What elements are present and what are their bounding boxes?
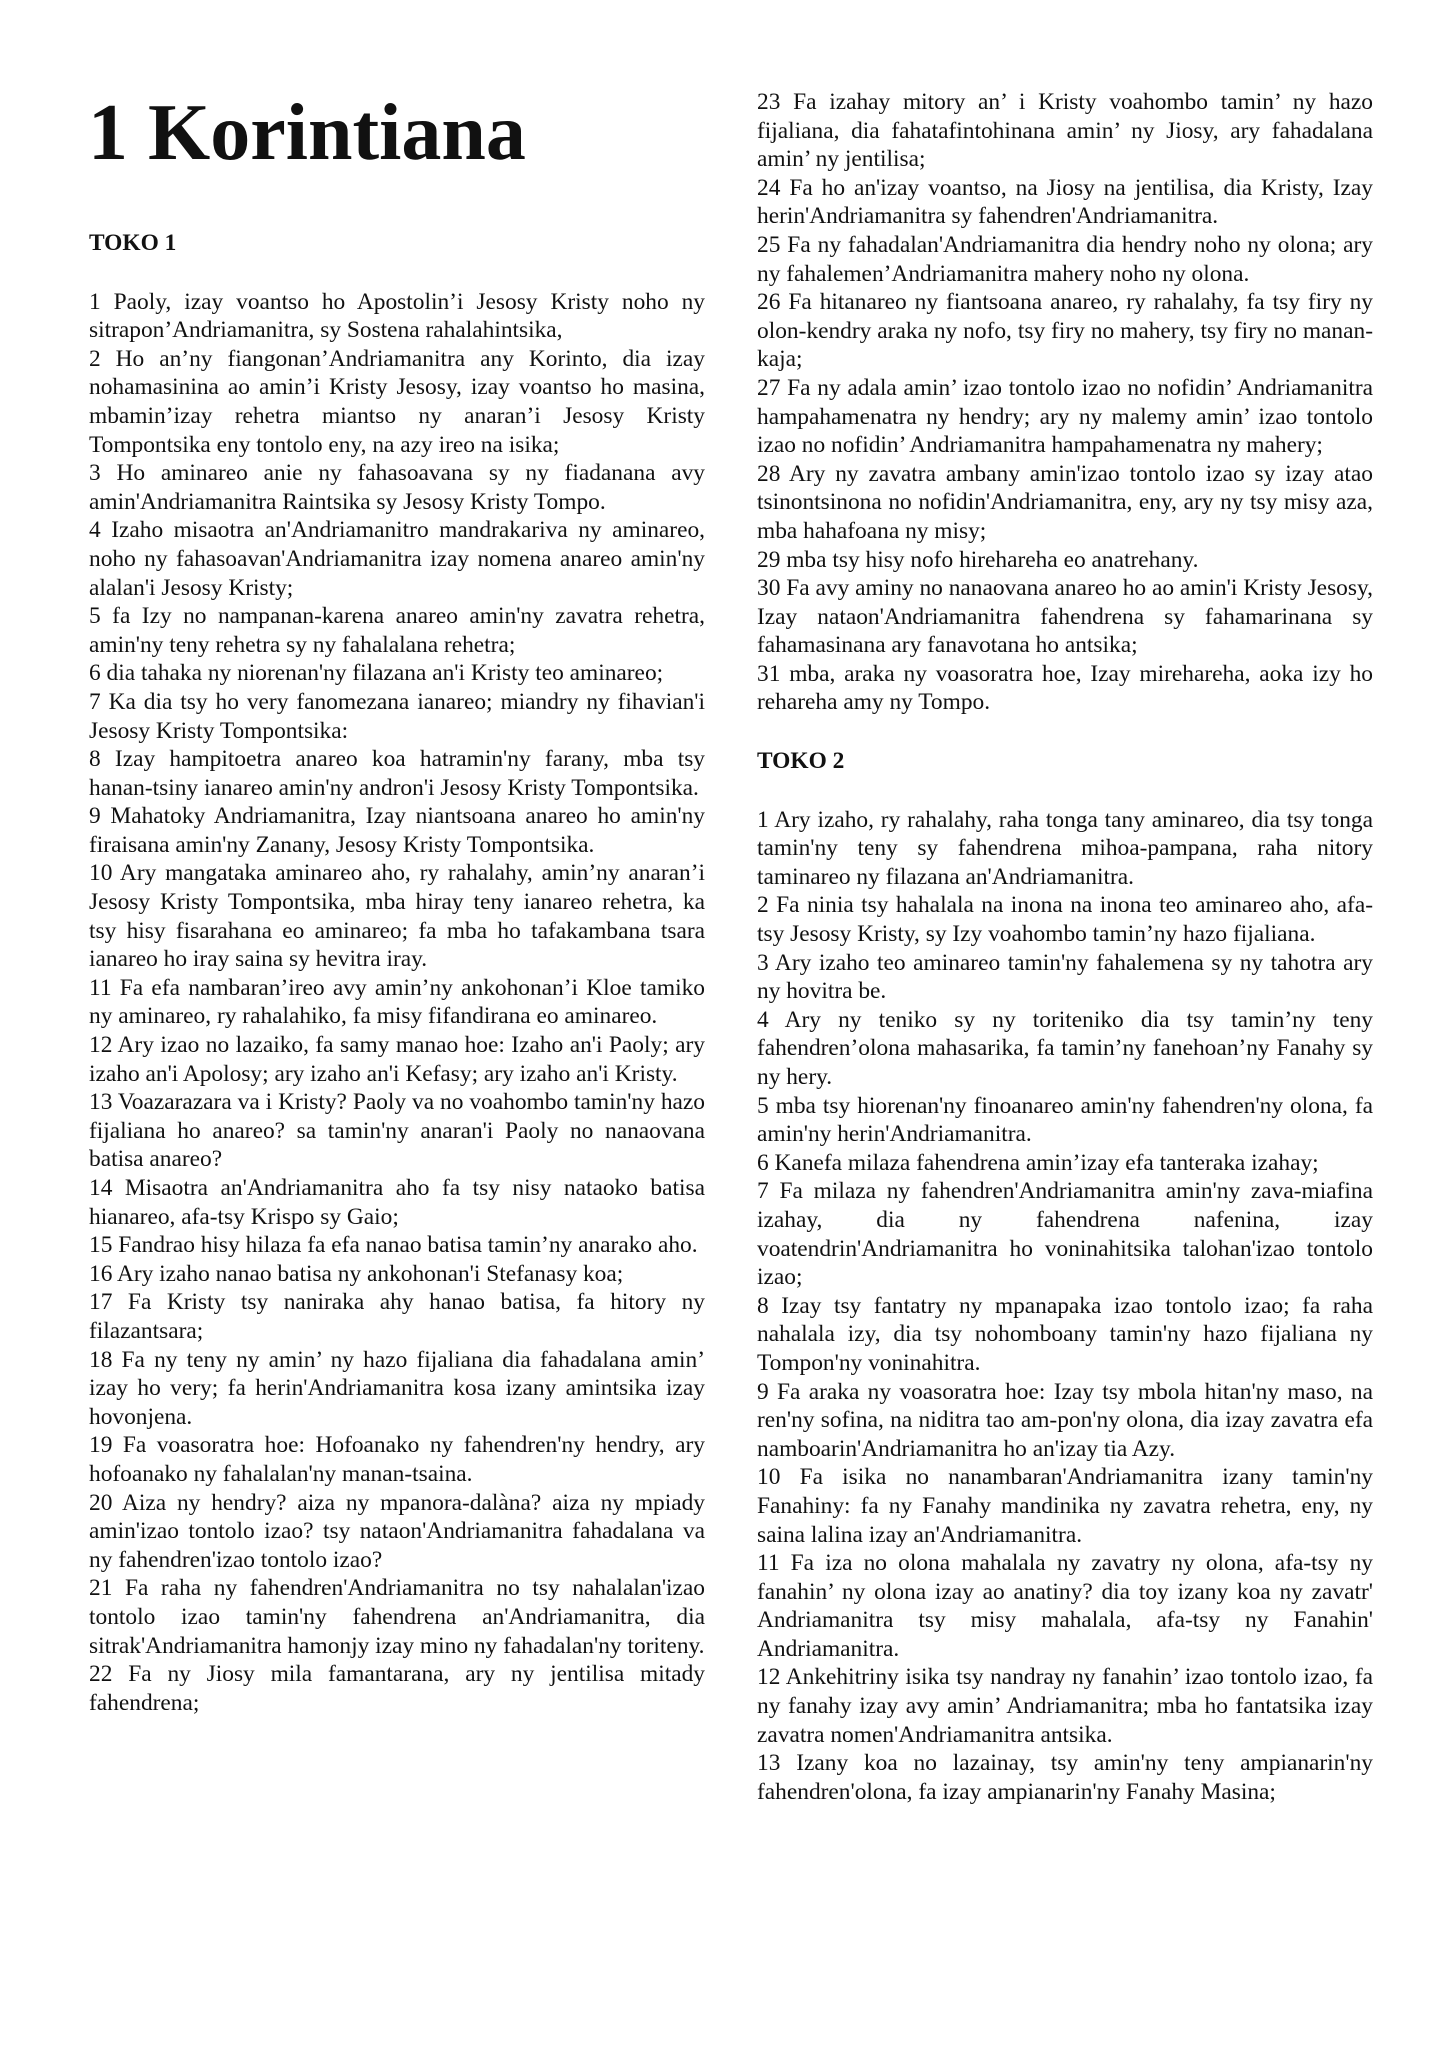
verse: 17 Fa Kristy tsy naniraka ahy hanao batisa, fa hitory ny filazantsara; [89, 1289, 705, 1344]
verse: 22 Fa ny Jiosy mila famantarana, ary ny jentilisa mitady fahendrena; [89, 1661, 705, 1716]
left-column [89, 229, 705, 1717]
verse: 9 Mahatoky Andriamanitra, Izay niantsoana anareo ho amin'ny firaisana amin'ny Zanany, Jesosy Kristy Tompontsika. [89, 803, 705, 858]
verse: 2 Ho an’ny fiangonan’Andriamanitra any Korinto, dia izay nohamasinina ao amin’i Kristy Jesosy, izay voantso ho masina, mbamin’izay rehetra miantso ny anaran’i Jesosy Kristy Tompontsika eny tontolo eny, na azy ireo na isika; [89, 345, 705, 458]
verse: 12 Ary izao no lazaiko, fa samy manao hoe: Izaho an'i Paoly; ary izaho an'i Apolosy; ary izaho an'i Kefasy; ary izaho an'i Kristy. [89, 1032, 705, 1087]
verse: 1 Paoly, izay voantso ho Apostolin’i Jesosy Kristy noho ny sitrapon’Andriamanitra, sy Sostena rahalahintsika, [89, 288, 705, 344]
verse: 2 Fa ninia tsy hahalala na inona na inona teo aminareo aho, afa-tsy Jesosy Kristy, sy Izy voahombo tamin’ny hazo fijaliana. [757, 892, 1373, 948]
verse: 4 Ary ny teniko sy ny toriteniko dia tsy tamin’ny teny fahendren’olona mahasarika, fa tamin’ny fanehoan’ny Fanahy sy ny hery. [757, 1006, 1373, 1090]
verse: 13 Izany koa no lazainay, tsy amin'ny teny ampianarin'ny fahendren'olona, fa izay ampianarin'ny Fanahy Masina; [757, 1750, 1373, 1805]
verse: 24 Fa ho an'izay voantso, na Jiosy na jentilisa, dia Kristy, Izay herin'Andriamanitra sy fahendren'Andriamanitra. [757, 174, 1373, 230]
verse: 27 Fa ny adala amin’ izao tontolo izao no nofidin’ Andriamanitra hampahamenatra ny hendry; ary ny malemy amin’ izao tontolo izao no nofidin’ Andriamanitra hampahamenatra ny mahery; [757, 374, 1373, 459]
chapter-heading: TOKO 2 [757, 748, 845, 775]
verse: 25 Fa ny fahadalan'Andriamanitra dia hendry noho ny olona; ary ny fahalemen’Andriamanitra mahery noho ny olona. [757, 231, 1373, 287]
verse: 14 Misaotra an'Andriamanitra aho fa tsy nisy nataoko batisa hianareo, afa-tsy Krispo sy Gaio; [89, 1175, 705, 1230]
verse: 5 mba tsy hiorenan'ny finoanareo amin'ny fahendren'ny olona, fa amin'ny herin'Andriamanitra. [757, 1092, 1373, 1148]
verse-list [757, 806, 1373, 1807]
verse: 30 Fa avy aminy no nanaovana anareo ho ao amin'i Kristy Jesosy, Izay nataon'Andriamanitra fahendrena sy fahamarinana sy fahamasinana ary fanavotana ho antsika; [757, 575, 1373, 659]
verse: 15 Fandrao hisy hilaza fa efa nanao batisa tamin’ny anarako aho. [89, 1232, 698, 1259]
verse: 8 Izay hampitoetra anareo koa hatramin'ny farany, mba tsy hanan-tsiny ianareo amin'ny andron'i Jesosy Kristy Tompontsika. [89, 746, 705, 801]
verse: 6 dia tahaka ny niorenan'ny filazana an'i Kristy teo aminareo; [89, 660, 664, 687]
chapter-heading: TOKO 1 [89, 230, 177, 256]
verse: 3 Ho aminareo anie ny fahasoavana sy ny fiadanana avy amin'Andriamanitra Raintsika sy Jesosy Kristy Tompo. [89, 460, 705, 515]
verse: 10 Fa isika no nanambaran'Andriamanitra izany tamin'ny Fanahiny: fa ny Fanahy mandinika ny zavatra rehetra, eny, ny saina lalina izay an'Andriamanitra. [757, 1464, 1373, 1548]
verse: 12 Ankehitriny isika tsy nandray ny fanahin’ izao tontolo izao, fa ny fanahy izay avy amin’ Andriamanitra; mba ho fantatsika izay zavatra nomen'Andriamanitra antsika. [757, 1664, 1373, 1748]
verse: 9 Fa araka ny voasoratra hoe: Izay tsy mbola hitan'ny maso, na ren'ny sofina, na niditra tao am-pon'ny olona, dia izay zavatra efa namboarin'Andriamanitra ho an'izay tia Azy. [757, 1378, 1373, 1462]
right-column [757, 88, 1373, 1806]
verse: 23 Fa izahay mitory an’ i Kristy voahombo tamin’ ny hazo fijaliana, dia fahatafintohinana amin’ ny Jiosy, ary fahadalana amin’ ny jentilisa; [757, 89, 1373, 173]
verse: 29 mba tsy hisy nofo hirehareha eo anatrehany. [757, 546, 1199, 573]
verse: 21 Fa raha ny fahendren'Andriamanitra no tsy nahalalan'izao tontolo izao tamin'ny fahendrena an'Andriamanitra, dia sitrak'Andriamanitra hamonjy izay mino ny fahadalan'ny toriteny. [89, 1575, 705, 1659]
verse: 18 Fa ny teny ny amin’ ny hazo fijaliana dia fahadalana amin’ izay ho very; fa herin'Andriamanitra kosa izany amintsika izay hovonjena. [89, 1346, 705, 1430]
verse: 1 Ary izaho, ry rahalahy, raha tonga tany aminareo, dia tsy tonga tamin'ny teny sy fahendrena mihoa-pampana, raha nitory taminareo ny filazana an'Andriamanitra. [757, 806, 1373, 890]
verse: 13 Voazarazara va i Kristy? Paoly va no voahombo tamin'ny hazo fijaliana ho anareo? sa tamin'ny anaran'i Paoly no nanaovana batisa anareo? [89, 1089, 705, 1173]
verse: 5 fa Izy no nampanan-karena anareo amin'ny zavatra rehetra, amin'ny teny rehetra sy ny fahalalana rehetra; [89, 603, 705, 658]
verse: 7 Fa milaza ny fahendren'Andriamanitra amin'ny zava-miafina izahay, dia ny fahendrena nafenina, izay voatendrin'Andriamanitra ho voninahitsika talohan'izao tontolo izao; [757, 1178, 1373, 1291]
verse: 3 Ary izaho teo aminareo tamin'ny fahalemena sy ny tahotra ary ny hovitra be. [757, 949, 1373, 1005]
verse: 4 Izaho misaotra an'Andriamanitro mandrakariva ny aminareo, noho ny fahasoavan'Andriamanitra izay nomena anareo amin'ny alalan'i Jesosy Kristy; [89, 517, 705, 601]
verse: 20 Aiza ny hendry? aiza ny mpanora-dalàna? aiza ny mpiady amin'izao tontolo izao? tsy nataon'Andriamanitra fahadalana va ny fahendren'izao tontolo izao? [89, 1489, 705, 1573]
verse-list [89, 288, 705, 1718]
verse: 28 Ary ny zavatra ambany amin'izao tontolo izao sy izay atao tsinontsinona no nofidin'Andriamanitra, eny, ary ny tsy misy aza, mba hahafoana ny misy; [757, 460, 1373, 544]
verse: 7 Ka dia tsy ho very fanomezana ianareo; miandry ny fihavian'i Jesosy Kristy Tompontsika: [89, 688, 705, 744]
verse: 8 Izay tsy fantatry ny mpanapaka izao tontolo izao; fa raha nahalala izy, dia tsy nohomboany tamin'ny hazo fijaliana ny Tompon'ny voninahitra. [757, 1292, 1373, 1376]
verse: 6 Kanefa milaza fahendrena amin’izay efa tanteraka izahay; [757, 1149, 1319, 1176]
verse: 31 mba, araka ny voasoratra hoe, Izay mirehareha, aoka izy ho rehareha amy ny Tompo. [757, 660, 1373, 716]
document-title: 1 Korintiana [88, 89, 526, 177]
verse-list [757, 88, 1373, 717]
verse: 26 Fa hitanareo ny fiantsoana anareo, ry rahalahy, fa tsy firy ny olon-kendry araka ny nofo, tsy firy no mahery, tsy firy no manan-kaja; [757, 289, 1373, 373]
verse: 16 Ary izaho nanao batisa ny ankohonan'i Stefanasy koa; [89, 1260, 624, 1287]
verse: 19 Fa voasoratra hoe: Hofoanako ny fahendren'ny hendry, ary hofoanako ny fahalalan'ny manan-tsaina. [89, 1432, 705, 1487]
verse: 10 Ary mangataka aminareo aho, ry rahalahy, amin’ny anaran’i Jesosy Kristy Tompontsika, mba hiray teny ianareo rehetra, ka tsy hisy fisarahana eo aminareo; fa mba ho tafakambana tsara ianareo ho iray saina sy hevitra iray. [89, 860, 705, 973]
verse: 11 Fa iza no olona mahalala ny zavatry ny olona, afa-tsy ny fanahin’ ny olona izay ao anatiny? dia toy izany koa ny zavatr' Andriamanitra tsy misy mahalala, afa-tsy ny Fanahin' Andriamanitra. [757, 1550, 1373, 1662]
verse: 11 Fa efa nambaran’ireo avy amin’ny ankohonan’i Kloe tamiko ny aminareo, ry rahalahiko, fa misy fifandirana eo aminareo. [89, 974, 705, 1030]
